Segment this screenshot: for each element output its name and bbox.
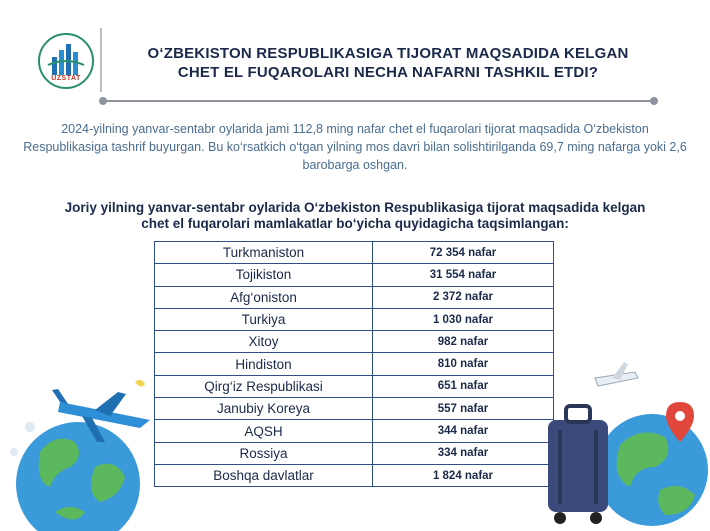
count-cell: 557 nafar [373,398,554,420]
country-cell: Janubiy Koreya [155,398,373,420]
country-cell: Tojikiston [155,264,373,286]
logo-text: UZSTAT [51,75,81,82]
table-row [155,286,554,308]
header-divider [100,28,102,92]
title-line-2: CHET EL FUQAROLARI NECHA NAFARNI TASHKIL ETDI? [177,64,599,81]
title-underline [103,100,653,102]
page-title [108,44,668,82]
uzstat-logo [38,33,94,89]
subtitle-line-1: Joriy yilning yanvar-sentabr oylarida O‘zbekiston Respublikasiga tijorat maqsadida kelgan [64,200,646,215]
header [0,0,710,100]
country-cell: AQSH [155,420,373,442]
country-cell: Xitoy [155,331,373,353]
subtitle-line-2: chet el fuqarolari mamlakatlar bo‘yicha quyidagicha taqsimlangan: [141,216,569,231]
count-cell: 1 824 nafar [373,464,554,486]
count-cell: 982 nafar [373,331,554,353]
globe-airplane-illustration [0,372,160,531]
underline-dot-right [650,97,658,105]
country-cell: Hindiston [155,353,373,375]
count-cell: 334 nafar [373,442,554,464]
underline-dot-left [99,97,107,105]
table-row [155,398,554,420]
count-cell: 651 nafar [373,375,554,397]
countries-table-body [155,242,554,487]
count-cell: 31 554 nafar [373,264,554,286]
countries-table [154,241,554,487]
count-cell: 810 nafar [373,353,554,375]
country-cell: Rossiya [155,442,373,464]
country-cell: Turkmaniston [155,242,373,264]
count-cell: 1 030 nafar [373,308,554,330]
country-cell: Turkiya [155,308,373,330]
table-row [155,308,554,330]
intro-paragraph: 2024-yilning yanvar-sentabr oylarida jami 112,8 ming nafar chet el fuqarolari tijorat maqsadida O‘zbekiston Respublikasiga tashrif buyurgan. Bu ko‘rsatkich o‘tgan yilning mos davri bilan solishtirilganda 69,7 ming nafarga yoki 2,6 barobarga oshgan. [23,122,687,172]
table-row [155,264,554,286]
table-row [155,331,554,353]
table-row [155,442,554,464]
table-row [155,464,554,486]
table-row [155,242,554,264]
table-row [155,353,554,375]
table-row [155,375,554,397]
count-cell: 344 nafar [373,420,554,442]
title-line-1: O‘ZBEKISTON RESPUBLIKASIGA TIJORAT MAQSADIDA KELGAN [147,45,629,62]
country-cell: Boshqa davlatlar [155,464,373,486]
suitcase-globe-illustration [540,360,710,531]
table-subtitle [20,200,690,232]
country-cell: Afg‘oniston [155,286,373,308]
count-cell: 2 372 nafar [373,286,554,308]
count-cell: 72 354 nafar [373,242,554,264]
country-cell: Qirg‘iz Respublikasi [155,375,373,397]
table-row [155,420,554,442]
